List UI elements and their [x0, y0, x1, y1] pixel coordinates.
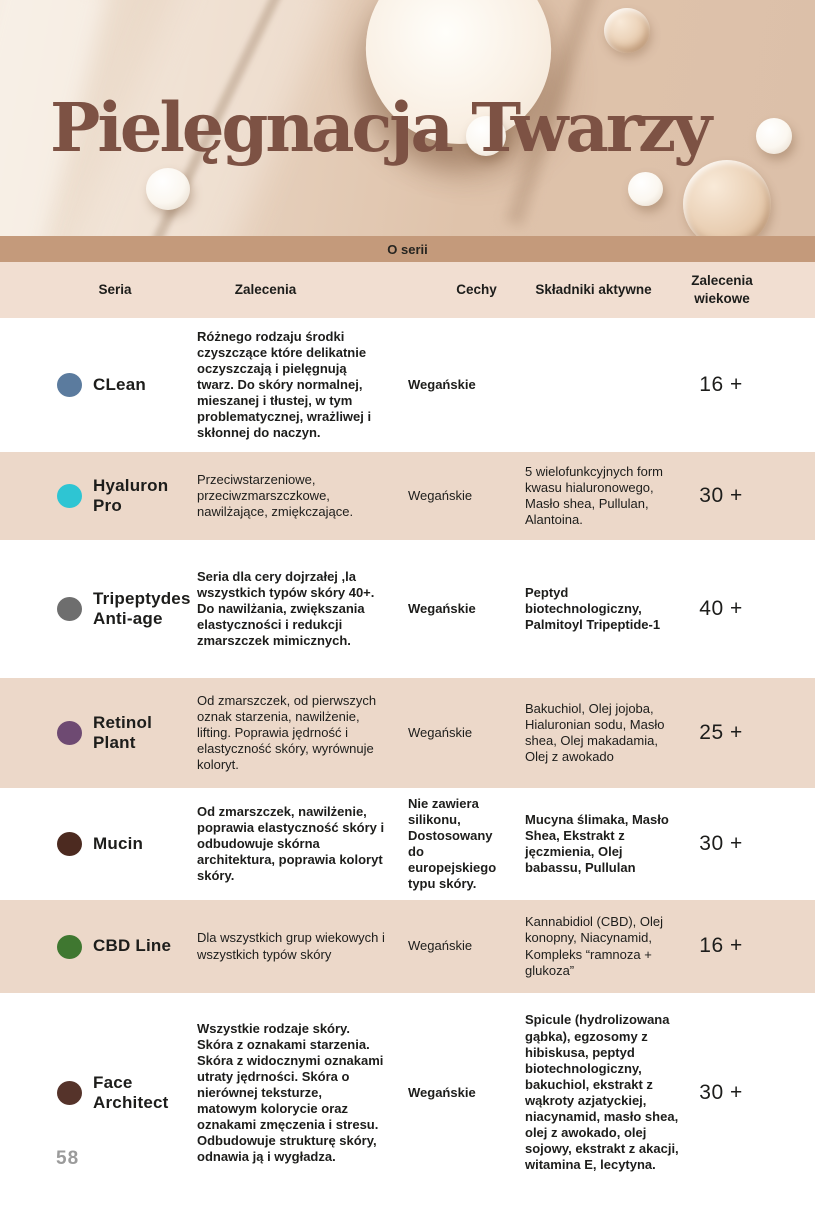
age-cell: 16 +	[699, 934, 743, 958]
series-name: Tripeptydes Anti-age	[93, 588, 191, 628]
pearl-ball-decoration	[756, 118, 792, 154]
age-cell: 25 +	[699, 720, 743, 744]
page-title: Pielęgnacja Twarzy	[50, 88, 710, 167]
series-cell	[0, 373, 190, 397]
column-header-wiekowe: Zalecenia wiekowe	[691, 273, 753, 306]
table-row	[0, 678, 815, 788]
age-cell: 16 +	[699, 372, 743, 396]
column-header-seria: Seria	[98, 282, 132, 298]
table-row	[0, 452, 815, 540]
series-color-dot-icon	[57, 1081, 82, 1105]
series-cell	[0, 476, 190, 517]
series-name: Retinol Plant	[93, 712, 153, 752]
column-header-skladniki: Składniki aktywne	[535, 282, 652, 298]
section-band	[0, 236, 815, 262]
series-color-dot-icon	[57, 832, 82, 856]
series-color-dot-icon	[57, 935, 82, 959]
series-cell	[0, 589, 190, 630]
age-cell: 30 +	[699, 1080, 743, 1104]
series-name: Mucin	[93, 833, 144, 853]
series-color-dot-icon	[57, 597, 82, 621]
ingredients-cell: Mucyna ślimaka, Masło Shea, Ekstrakt z jęczmienia, Olej babassu, Pullulan	[525, 811, 669, 876]
series-cell	[0, 832, 190, 856]
ingredients-cell: Spicule (hydrolizowana gąbka), egzosomy z hibiskusa, peptyd biotechnologiczny, bakuchiol, ekstrakt z wąkroty azjatyckiej, niacynamid, masło shea, olej z awokado, olej sojowy, ekstrakt z akacji, witamina E, lecytyna.	[525, 1012, 679, 1173]
series-cell	[0, 1073, 190, 1114]
features-cell: Wegańskie	[408, 487, 473, 503]
recommendations-cell: Dla wszystkich grup wiekowych i wszystkich typów skóry	[197, 930, 385, 962]
series-name: Face Architect	[93, 1072, 169, 1112]
series-color-dot-icon	[57, 373, 82, 397]
features-cell: Wegańskie	[408, 1084, 476, 1100]
ingredients-cell	[510, 379, 685, 391]
age-cell: 40 +	[699, 596, 743, 620]
series-cell	[0, 713, 190, 754]
table-body	[0, 318, 815, 1193]
features-cell: Wegańskie	[408, 376, 476, 392]
series-color-dot-icon	[57, 484, 82, 508]
pearl-ball-decoration	[628, 172, 663, 206]
recommendations-cell: Seria dla cery dojrzałej ,la wszystkich typów skóry 40+. Do nawilżania, zwiększania elastyczności i redukcji zmarszczek mimicznych.	[197, 568, 375, 649]
table-row	[0, 993, 815, 1193]
series-name: Hyaluron Pro	[93, 475, 169, 515]
features-cell: Nie zawiera silikonu, Dostosowany do europejskiego typu skóry.	[408, 795, 497, 892]
recommendations-cell: Różnego rodzaju środki czyszczące które delikatnie oczyszczają i pielęgnują twarz. Do skóry normalnej, mieszanej i tłustej, w tym problematycznej, wrażliwej i skłonnej do naczyn.	[197, 328, 372, 441]
recommendations-cell: Od zmarszczek, nawilżenie, poprawia elastyczność skóry i odbudowuje skórna architektura, poprawia koloryt skóry.	[197, 803, 385, 884]
pearl-ball-decoration	[146, 168, 190, 210]
recommendations-cell: Wszystkie rodzaje skóry. Skóra z oznakami starzenia. Skóra z widocznymi oznakami utraty jędrności. Skóra o nierównej teksturze, matowym kolorycie oraz oznakami zmęczenia i stresu. Odbudowuje strukturę skóry, odnawia ją i wygładza.	[197, 1020, 384, 1165]
column-header-cechy: Cechy	[456, 282, 497, 298]
features-cell: Wegańskie	[408, 724, 473, 740]
column-header-zalecenia: Zalecenia	[234, 282, 297, 298]
ingredients-cell: Bakuchiol, Olej jojoba, Hialuronian sodu, Masło shea, Olej makadamia, Olej z awokado	[525, 700, 665, 765]
gel-droplet-decoration	[683, 160, 771, 236]
series-name: CLean	[93, 374, 146, 394]
ingredients-cell: Kannabidiol (CBD), Olej konopny, Niacynamid, Kompleks “ramnoza + glukoza”	[525, 914, 664, 978]
features-cell: Wegańskie	[408, 938, 473, 954]
section-band-label: O serii	[387, 241, 428, 257]
ingredients-cell: 5 wielofunkcyjnych form kwasu hialuronowego, Masło shea, Pullulan, Alantoina.	[525, 463, 663, 528]
table-row	[0, 318, 815, 452]
series-cell	[0, 935, 190, 959]
table-row	[0, 900, 815, 993]
table-header-row	[0, 262, 815, 318]
age-cell: 30 +	[699, 483, 743, 507]
gel-droplet-decoration	[604, 8, 650, 53]
hero-header	[0, 0, 815, 236]
recommendations-cell: Od zmarszczek, od pierwszych oznak starzenia, nawilżenie, lifting. Poprawia jędrność i elastyczność skóry, wyrównuje koloryt.	[197, 692, 377, 773]
ingredients-cell: Peptyd biotechnologiczny, Palmitoyl Tripeptide-1	[525, 584, 661, 633]
series-name: CBD Line	[93, 936, 172, 956]
series-color-dot-icon	[57, 721, 82, 745]
recommendations-cell: Przeciwstarzeniowe, przeciwzmarszczkowe, nawilżające, zmiękczające.	[197, 471, 354, 520]
age-cell: 30 +	[699, 831, 743, 855]
features-cell: Wegańskie	[408, 600, 476, 616]
table-row	[0, 540, 815, 678]
page-number: 58	[56, 1148, 80, 1169]
table-row	[0, 788, 815, 900]
